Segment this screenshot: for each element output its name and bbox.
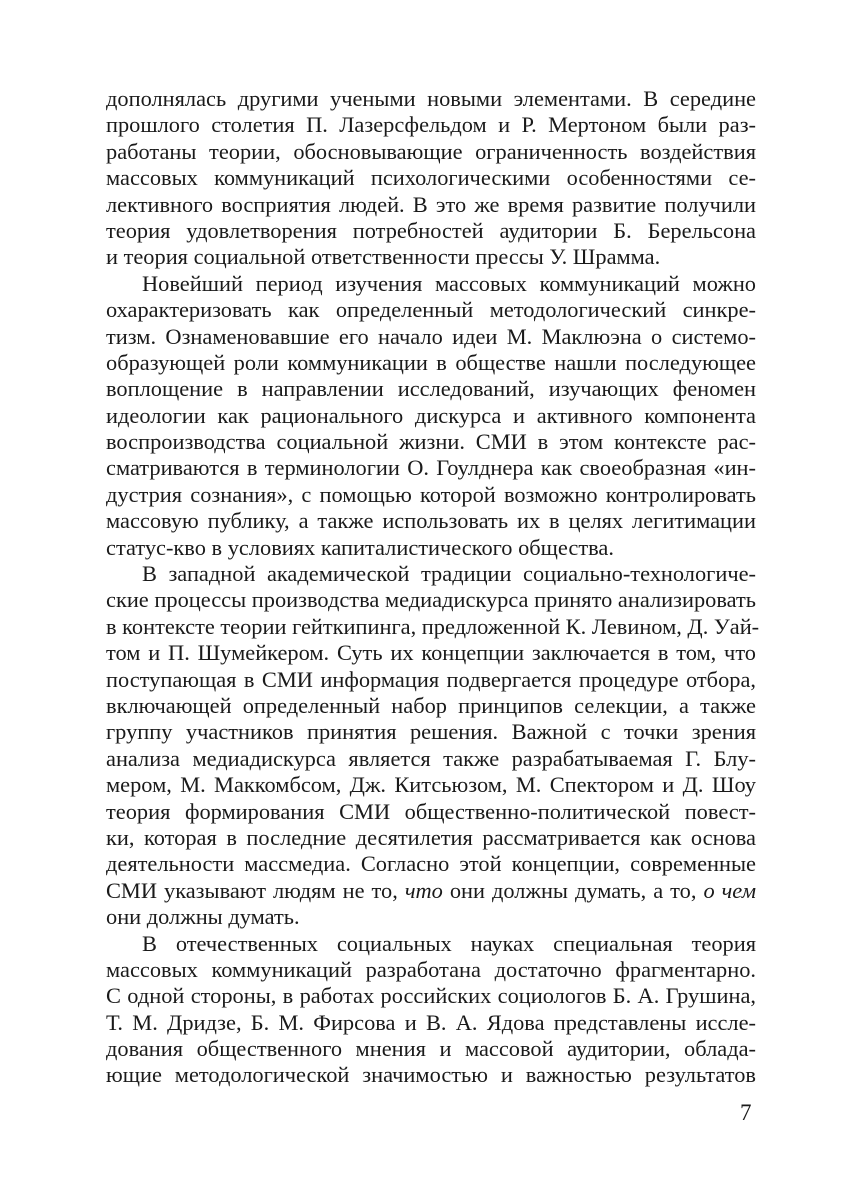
text-line: теория удовлетворения потребностей аудитории Б. Берельсона	[106, 217, 756, 243]
text-span: они должны думать, а то,	[442, 877, 704, 903]
text-line: В отечественных социальных науках специальная теория	[142, 930, 756, 956]
text-line: мером, М. Маккомбсом, Дж. Китсьюзом, М. Спектором и Д. Шоу	[106, 772, 756, 798]
text-line: работаны теории, обосновывающие ограниченность воздействия	[106, 138, 756, 164]
text-line: деятельности массмедиа. Согласно этой концепции, современные	[106, 851, 756, 877]
text-line: С одной стороны, в работах российских социологов Б. А. Грушина,	[106, 983, 756, 1009]
text-span: СМИ указывают людям не то,	[106, 877, 405, 903]
text-line: охарактеризовать как определенный методологический синкре-	[106, 297, 756, 323]
paragraph-1	[106, 86, 756, 271]
text-line: сматриваются в терминологии О. Гоулднера как своеобразная «ин-	[106, 455, 756, 481]
text-line: массовых коммуникаций разработана достаточно фрагментарно.	[106, 956, 756, 982]
text-line: статус-кво в условиях капиталистического общества.	[106, 534, 614, 560]
text-line: дополнялась другими учеными новыми элементами. В середине	[106, 86, 756, 111]
text-line: лективного восприятия людей. В это же время развитие получили	[106, 191, 756, 217]
text-line: включающей определенный набор принципов селекции, а также	[106, 692, 756, 718]
text-line: они должны думать.	[106, 904, 300, 930]
text-line: том и П. Шумейкером. Суть их концепции заключается в том, что	[106, 640, 756, 666]
paragraph-2	[106, 271, 756, 561]
text-line: и теория социальной ответственности прессы У. Шрамма.	[106, 244, 661, 270]
text-line: воплощение в направлении исследований, изучающих феномен	[106, 376, 756, 402]
page-body	[106, 86, 760, 1089]
text-line: прошлого столетия П. Лазерсфельдом и Р. Мертоном были раз-	[106, 112, 756, 138]
text-line: образующей роли коммуникации в обществе нашли последующее	[106, 349, 756, 375]
text-line: дования общественного мнения и массовой аудитории, облада-	[106, 1036, 756, 1062]
text-line: теория формирования СМИ общественно-политической повест-	[106, 798, 756, 824]
page-number: 7	[740, 1100, 752, 1125]
text-line: ки, которая в последние десятилетия рассматривается как основа	[106, 824, 756, 850]
text-line: массовую публику, а также использовать их в целях легитимации	[106, 508, 756, 534]
text-line: дустрия сознания», с помощью которой возможно контролировать	[106, 481, 756, 507]
paragraph-4	[106, 931, 756, 1089]
text-line: Новейший период изучения массовых коммуникаций можно	[142, 270, 756, 296]
text-line-with-italics	[106, 878, 756, 904]
text-line: ские процессы производства медиадискурса принято анализировать	[106, 587, 756, 613]
text-line: В западной академической традиции социально-технологиче-	[142, 561, 756, 587]
text-line: массовых коммуникаций психологическими особенностями се-	[106, 165, 756, 191]
italic-word: что	[404, 877, 443, 903]
text-line: анализа медиадискурса является также разрабатываемая Г. Блу-	[106, 745, 756, 771]
text-line: тизм. Ознаменовавшие его начало идеи М. Маклюэна о системо-	[106, 323, 756, 349]
text-line: в контексте теории гейткипинга, предложенной К. Левином, Д. Уай-	[106, 613, 760, 639]
text-line: группу участников принятия решения. Важной с точки зрения	[106, 719, 756, 745]
paragraph-3	[106, 561, 760, 930]
text-line: ющие методологической значимостью и важностью результатов	[106, 1062, 756, 1088]
text-line: Т. М. Дридзе, Б. М. Фирсова и В. А. Ядова представлены иссле-	[106, 1009, 756, 1035]
italic-phrase: о чем	[703, 877, 756, 903]
text-line: поступающая в СМИ информация подвергается процедуре отбора,	[106, 666, 756, 692]
text-line: идеологии как рационального дискурса и активного компонента	[106, 402, 756, 428]
text-line: воспроизводства социальной жизни. СМИ в этом контексте рас-	[106, 429, 756, 455]
